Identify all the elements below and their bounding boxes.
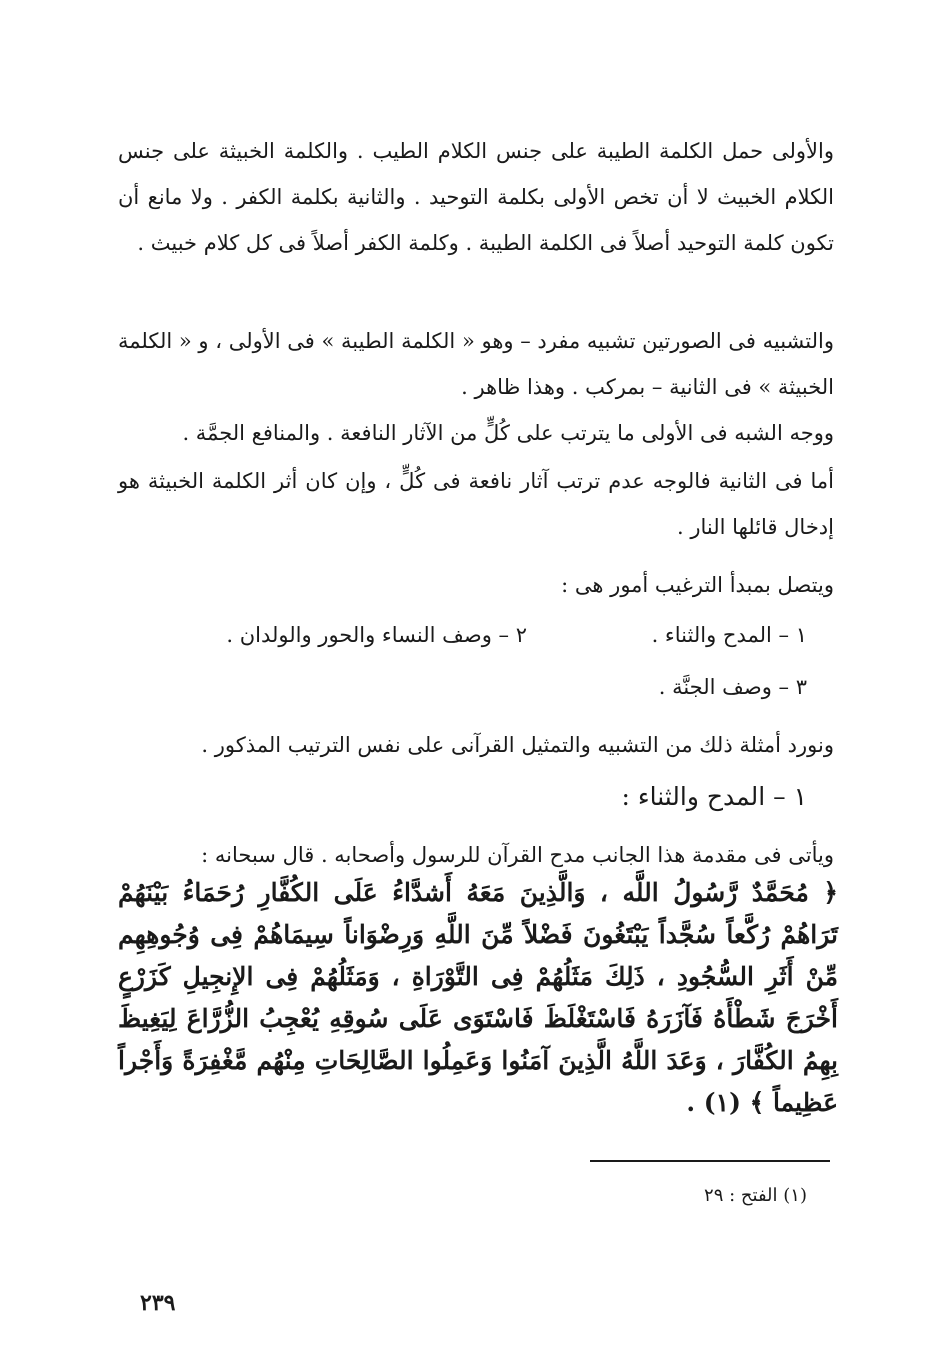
- paragraph-3: ووجه الشبه فى الأولى ما يترتب على كُلٍّ من الآثار النافعة . والمنافع الجمَّة .: [182, 421, 834, 445]
- section-heading: ١ – المدح والثناء :: [621, 782, 807, 811]
- quran-verse: ﴿ مُحَمَّدٌ رَّسُولُ اللَّه ، وَالَّذِينَ مَعَهُ أَشدَّاءُ عَلَى الكُفَّارِ رُحَمَاءُ بَيْنَهُمْ تَرَاهُمْ رُكَّعاً سُجَّداً يَبْتَغُونَ فَضْلاً مِّنَ اللَّهِ وَرِضْوَاناً سِيمَاهُمْ فِى وُجُوهِهِم مِّنْ أَثَرِ السُّجُودِ ، ذَلِكَ مَثَلُهُمْ فِى التَّوْرَاةِ ، وَمَثَلُهُمْ فِى الإِنجِيلِ كَزَرْعٍ أَخْرَجَ شَطْأَهُ فَآزَرَهُ فَاسْتَغْلَظَ فَاسْتَوَى عَلَى سُوقِهِ يُعْجِبُ الزُّرَّاعَ لِيَغِيظَ بِهِمُ الكُفَّارَ ، وَعَدَ اللَّهُ الَّذِينَ آمَنُوا وَعَمِلُوا الصَّالِحَاتِ مِنْهُم مَّغْفِرَةً وَأَجْراً عَظِيماً ﴾ (١) .: [118, 878, 838, 1117]
- footnote-divider: [590, 1160, 830, 1162]
- list-item-2: ٢ – وصف النساء والحور والولدان .: [226, 623, 527, 647]
- paragraph-7: ويأتى فى مقدمة هذا الجانب مدح القرآن للرسول وأصحابه . قال سبحانه :: [201, 843, 834, 867]
- footnote: (١) الفتح : ٢٩: [704, 1185, 807, 1206]
- paragraph-6: ونورد أمثلة ذلك من التشبيه والتمثيل القرآنى على نفس الترتيب المذكور .: [201, 733, 834, 757]
- paragraph-2: والتشبيه فى الصورتين تشبيه مفرد – وهو « الكلمة الطيبة » فى الأولى ، و « الكلمة الخبيثة » فى الثانية – بمركب . وهذا ظاهر .: [118, 329, 834, 399]
- page-number: ٢٣٩: [140, 1290, 176, 1316]
- paragraph-1: والأولى حمل الكلمة الطيبة على جنس الكلام الطيب . والكلمة الخبيثة على جنس الكلام الخبيث لا أن تخص الأولى بكلمة التوحيد . والثانية بكلمة الكفر . ولا مانع أن تكون كلمة التوحيد أصلاً فى الكلمة الطيبة . وكلمة الكفر أصلاً فى كل كلام خبيث .: [118, 139, 834, 255]
- paragraph-4: أما فى الثانية فالوجه عدم ترتب آثار نافعة فى كُلٍّ ، وإن كان أثر الكلمة الخبيثة هو إدخال قائلها النار .: [118, 469, 834, 539]
- list-item-1: ١ – المدح والثناء .: [651, 623, 807, 647]
- list-item-3: ٣ – وصف الجنَّة .: [658, 675, 807, 699]
- paragraph-5: ويتصل بمبدأ الترغيب أمور هى :: [561, 573, 834, 597]
